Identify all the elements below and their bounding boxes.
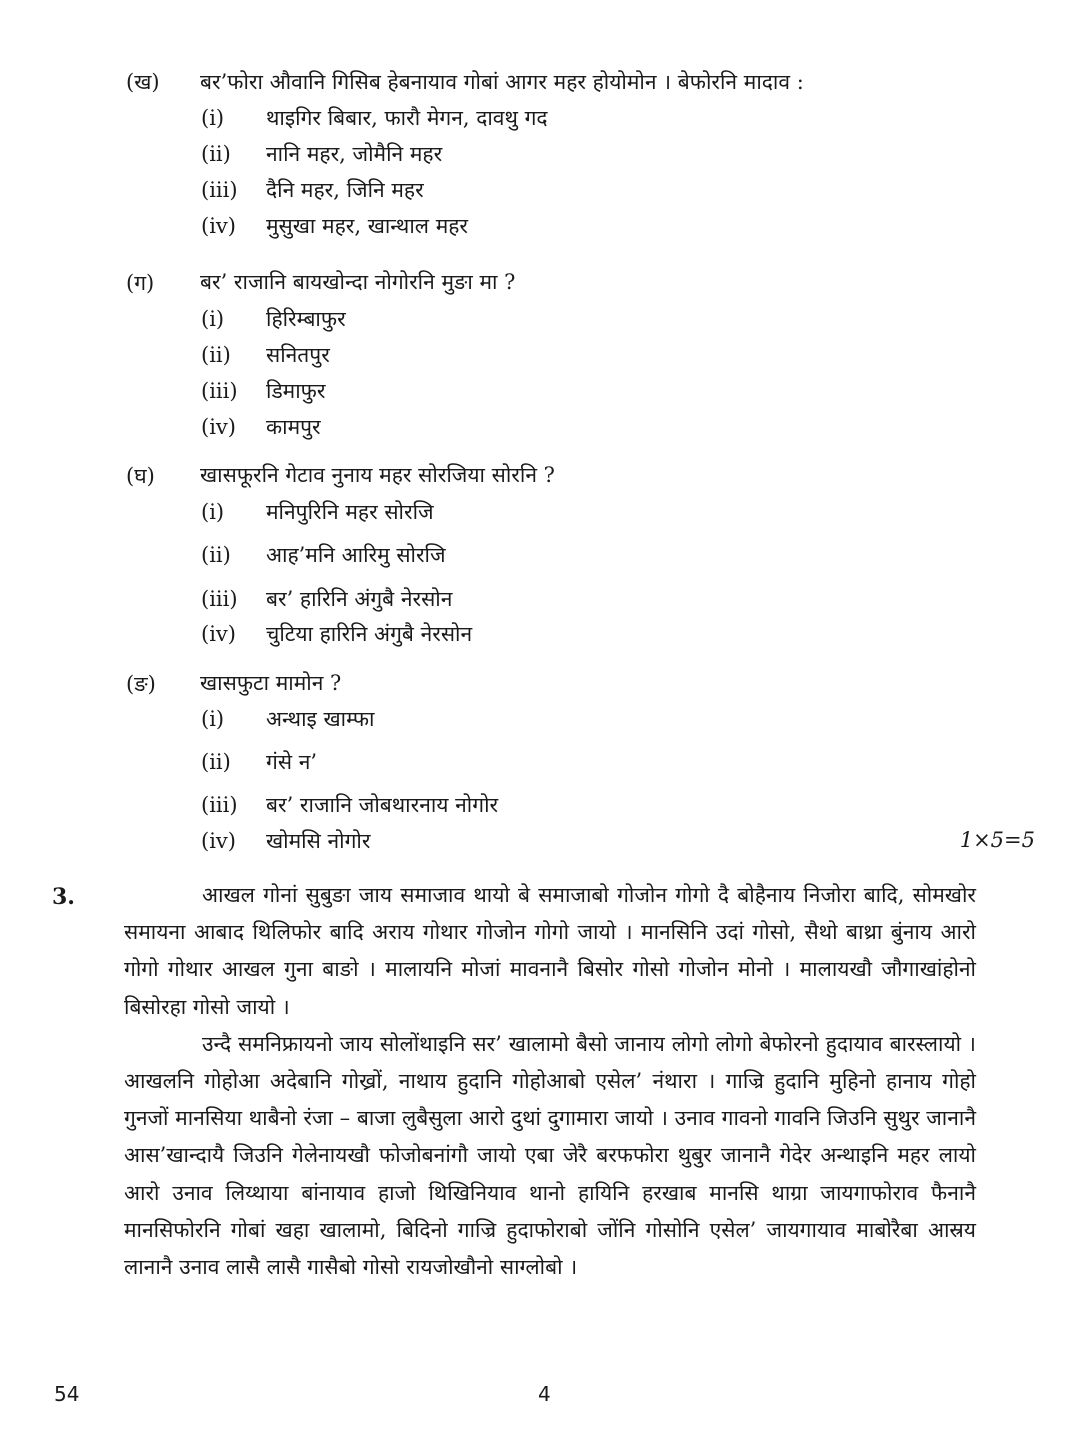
option-text: चुटिया हारिनि अंगुबै नेरसोन	[266, 622, 473, 646]
option-number: (i)	[201, 707, 225, 731]
question-text: खासफुटा मामोन ?	[200, 671, 342, 695]
question-text: बर’ राजानि बायखोन्दा नोगोरनि मुङा मा ?	[200, 270, 516, 294]
option-number: (iii)	[201, 178, 238, 202]
option-text: बर’ हारिनि अंगुबै नेरसोन	[266, 587, 453, 611]
question-number: 3.	[52, 884, 75, 910]
option-number: (iv)	[201, 829, 236, 853]
option-text: गंसे न’	[266, 750, 318, 774]
option-text: हिरिम्बाफुर	[266, 307, 346, 331]
option-number: (i)	[201, 307, 225, 331]
option-text: मनिपुरिनि महर सोरजि	[266, 500, 434, 524]
question-label: (घ)	[126, 464, 155, 488]
option-number: (iv)	[201, 415, 236, 439]
option-number: (i)	[201, 500, 225, 524]
question-label: (ङ)	[126, 672, 156, 696]
option-text: कामपुर	[266, 415, 321, 439]
option-text: आह’मनि आरिमु सोरजि	[266, 543, 446, 567]
option-text: नानि महर, जोमैनि महर	[266, 142, 443, 166]
passage	[124, 877, 976, 1286]
option-text: डिमाफुर	[266, 379, 326, 403]
option-text: अन्थाइ खाम्फा	[266, 707, 375, 731]
option-text: मुसुखा महर, खान्थाल महर	[266, 214, 468, 238]
question-label: (ख)	[126, 70, 160, 94]
option-text: थाइगिर बिबार, फारौ मेगन, दावथु गद	[266, 106, 548, 130]
option-number: (iii)	[201, 587, 238, 611]
option-number: (iv)	[201, 214, 236, 238]
page-number: 4	[538, 1382, 551, 1406]
passage-paragraph: उन्दै समनिफ्रायनो जाय सोलोंथाइनि सर’ खालामो बैसो जानाय लोगो लोगो बेफोरनो हुदायाव बारस्लायो । आखलनि गोहोआ अदेबानि गोख्रों, नाथाय हुदानि गोहोआबो एसेल’ नंथारा । गाज्रि हुदानि मुहिनो हानाय गोहो गुनजों मानसिया थाबैनो रंजा – बाजा लुबैसुला आरो दुथां दुगामारा जायो । उनाव गावनो गावनि जिउनि सुथुर जानानै आस’खान्दायै जिउनि गेलेनायखौ फोजोबनांगौ जायो एबा जेरै बरफफोरा थुबुर जानानै गेदेर अन्थाइनि महर लायो आरो उनाव लिय्थाया बांनायाव हाजो थिखिनियाव थानो हायिनि हरखाब मानसि थाग्रा जायगाफोराव फैनानै मानसिफोरनि गोबां खहा खालामो, बिदिनो गाज्रि हुदाफोराबो जोंनि गोसोनि एसेल’ जायगायाव माबोरैबा आस्रय लानानै उनाव लासै लासै गासैबो गोसो रायजोखौनो साग्लोबो ।	[124, 1031, 976, 1280]
option-number: (i)	[201, 106, 225, 130]
passage-paragraph: आखल गोनां सुबुङा जाय समाजाव थायो बे समाजाबो गोजोन गोगो दै बोहैनाय निजोरा बादि, सोमखोर समायना आबाद थिलिफोर बादि अराय गोथार गोजोन गोगो जायो । मानसिनि उदां गोसो, सैथो बाथ्रा बुंनाय आरो गोगो गोथार आखल गुना बाङो । मालायनि मोजां मावनानै बिसोर गोसो गोजोन मोनो । मालायखौ जौगाखांहोनो बिसोरहा गोसो जायो ।	[124, 883, 976, 1019]
question-label: (ग)	[126, 271, 155, 295]
option-number: (iii)	[201, 793, 238, 817]
option-number: (iii)	[201, 379, 238, 403]
option-text: सनितपुर	[266, 343, 330, 367]
paper-code: 54	[54, 1382, 80, 1406]
option-number: (iv)	[201, 622, 236, 646]
option-number: (ii)	[201, 750, 231, 774]
option-number: (ii)	[201, 142, 231, 166]
option-number: (ii)	[201, 543, 231, 567]
marks-allocation: 1×5=5	[959, 828, 1035, 852]
option-text: बर’ राजानि जोबथारनाय नोगोर	[266, 793, 499, 817]
question-text: खासफूरनि गेटाव नुनाय महर सोरजिया सोरनि ?	[200, 463, 555, 487]
option-text: खोमसि नोगोर	[266, 829, 371, 853]
option-number: (ii)	[201, 343, 231, 367]
question-text: बर’फोरा औवानि गिसिब हेबनायाव गोबां आगर महर होयोमोन । बेफोरनि मादाव :	[200, 70, 804, 94]
option-text: दैनि महर, जिनि महर	[266, 178, 424, 202]
